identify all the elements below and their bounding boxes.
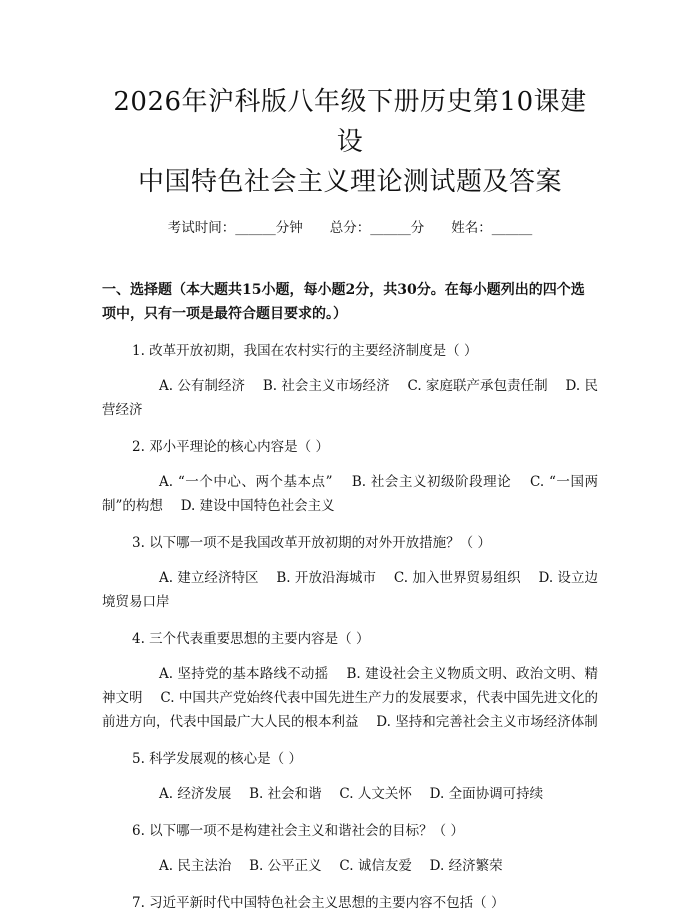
question-stem: 3. 以下哪一项不是我国改革开放初期的对外开放措施？（ ） [132,535,491,551]
document-title [102,82,598,202]
question-stem: 7. 习近平新时代中国特色社会主义思想的主要内容不包括（ ） [132,895,505,911]
exam-info-line: 考试时间：______分钟 总分：______分 姓名：______ [167,220,533,236]
question-options: A. 民主法治 B. 公平正义 C. 诚信友爱 D. 经济繁荣 [159,858,503,874]
question-options: A. 坚持党的基本路线不动摇 B. 建设社会主义物质文明、政治文明、精神文明 C. 中国共产党始终代表中国先进生产力的发展要求，代表中国先进文化的前进方向，代表中国最广大人民的根本利益 D. 坚持和完善社会主义市场经济体制 [102,666,598,730]
question-stem: 1. 改革开放初期，我国在农村实行的主要经济制度是（ ） [132,343,478,359]
question-options: A. 建立经济特区 B. 开放沿海城市 C. 加入世界贸易组织 D. 设立边境贸易口岸 [102,570,598,610]
question-options: A. 经济发展 B. 社会和谐 C. 人文关怀 D. 全面协调可持续 [159,786,544,802]
question-stem: 2. 邓小平理论的核心内容是（ ） [132,439,329,455]
title-line-2: 中国特色社会主义理论测试题及答案 [137,167,562,197]
question-stem: 6. 以下哪一项不是构建社会主义和谐社会的目标？（ ） [132,823,464,839]
section-heading-choice: 一、选择题（本大题共15小题，每小题2分，共30分。在每小题列出的四个选项中，只有一项是最符合题目要求的。） [102,282,585,322]
question-options: A. “一个中心、两个基本点” B. 社会主义初级阶段理论 C. “一国两制”的构想 D. 建设中国特色社会主义 [102,474,598,514]
question-stem: 5. 科学发展观的核心是（ ） [132,751,302,767]
question-stem: 4. 三个代表重要思想的主要内容是（ ） [132,631,370,647]
title-line-1: 2026年沪科版八年级下册历史第10课建设 [113,87,587,157]
question-options: A. 公有制经济 B. 社会主义市场经济 C. 家庭联产承包责任制 D. 民营经济 [102,378,598,418]
